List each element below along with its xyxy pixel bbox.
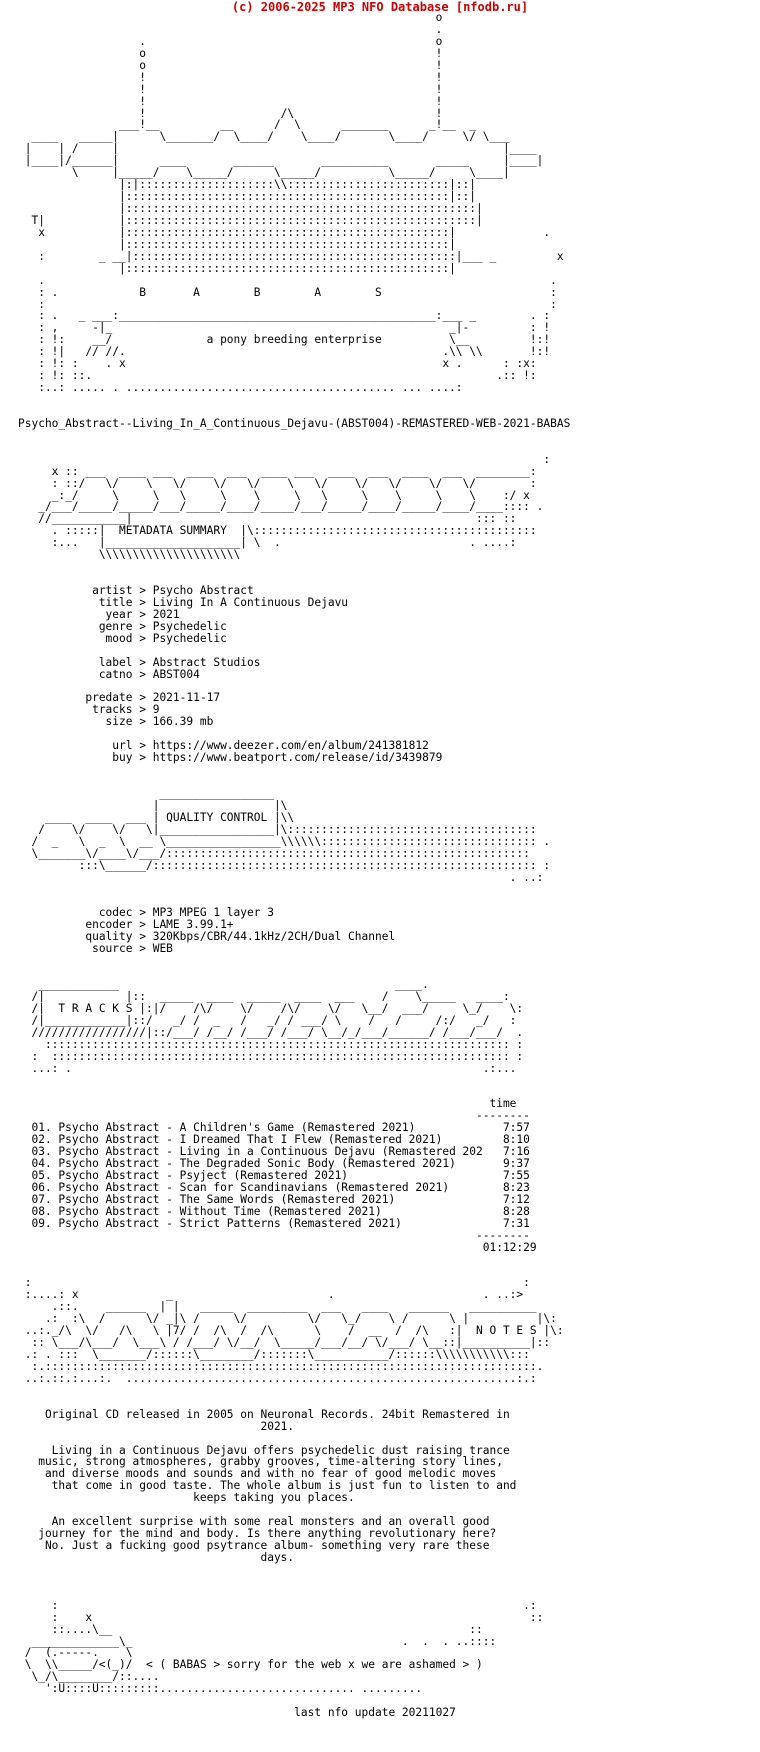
nfo-text-body: o . . o o ! o ! ! ! ! ! ! ! ! /\ ! ___!__ __ / \ _______ _!__ _ ____ _____| \_______/ \____/ \____/ \____/ \/ \___ | | / | |____ |____|/______| ____ ______ __________ _____ |____| \ |_____/ \_____/ \_____/ \_____/ \____| |:|::::::::::::::::::::\\::::::::::::::::::::::::|::| |::::::::::::::::::::::::::::::::::::::::::::::::|::| |::::::::::::::::::::::::::::::::::::::::::::::::::::| T| |::::::::::::::::::::::::::::::::::::::::::::::::::::| x |::::::::::::::::::::::::::::::::::::::::::::::::| . |::::::::::::::::::::::::::::::::::::::::::::::::| : _ __|::::::::::::::::::::::::::::::::::::::::::::::::|___ _ x |::::::::::::::::::::::::::::::::::::::::::::::::| . . : . B A B A S : : : : . _ ___:_______________________________________________:___ _ . : : , -|_ _|- : ! : !: __/ a pony breeding enterprise \__ !:! : !| // //. .\\ \\ !:! : !: : . x x . : :x: : !: ::. .:: !: :..: ..... . ........................................ ... ....: Psycho_Abstract--Living_In_A_Continuous_Dejavu-(ABST004)-REMASTERED-WEB-2021-BABAS : x :: ___ ____ ___ ____ ___ ____ ___ ____ ___ ____ ___ ________: : ::/ \/ \ \/ \/ \/ \ \/ \/ \/ \/ \/ : _:_/ \ \ \ \ \ \ \ \ \ \ \ :/ x _/___/_____/_____/___/_____/____/_____/___/_____/____/_____/____/____:::: . //___________| ::: :: . :::::| METADATA SUMMARY |\:::::::::::::::::::::::::::::::::::::::::: :... |____________________| \ . . ....: \\\\\\\\\\\\\\\\\\\\\ artist > Psycho Abstract title > Living In A Continuous Dejavu year > 2021 genre > Psychedelic mood > Psychedelic label > Abstract Studios catno > ABST004 predate > 2021-11-17 tracks > 9 size > 166.39 mb url > https://www.deezer.com/en/album/241381812 buy > https://www.beatport.com/release/id/3439879 _________________ | |\ ____ ____ ___ | QUALITY CONTROL |\\ / \/ \/ \|_________________|\::::::::::::::::::::::::::::::::::::: / _ \ _ \ __ \_________________\\\\\\:::::::::::::::::::::::::::::::: . \_______\/____\/___/:::::::::::::::::::::::::::::::::::::::::::::::::::::: :::\______/::::::::::::::::::::::::::::::::::::::::::::::::::::::::: : . ..: codec > MP3 MPEG 1 layer 3 encoder > LAME 3.99.1+ quality > 320Kbps/CBR/44.1kHz/2CH/Dual Channel source > WEB ____________ ____. /| |:: _____ ____ _____ ____ ___ / \_____ ____: /| T R A C K S |:|/ /\/ \/ /\/ \/ \__/ ___/ \_/ \: /|____________|::/ _/ / _ / _/ / ___/ \ / / /:/ _/ : /////////////////|::/___/ /__/ /___/ /___/ \__/_/___/______/ /___/___/ . ::::::::::::::::::::::::::::::::::::::::::::::::::::::::::::::::::::: : : :::::::::::::::::::::::::::::::::::::::::::::::::::::::::::::::::::: : ...: . .:... time -------- 01. Psycho Abstract - A Children's Game (Remastered 2021) 7:57 02. Psycho Abstract - I Dreamed That I Flew (Remastered 2021) 8:10 03. Psycho Abstract - Living in a Continuous Dejavu (Remastered 202 7:16 04. Psycho Abstract - The Degraded Sonic Body (Remastered 2021) 9:37 05. Psycho Abstract - Psyject (Remastered 2021) 7:55 06. Psycho Abstract - Scan for Scandinavians (Remastered 2021) 8:23 07. Psycho Abstract - The Same Words (Remastered 2021) 7:12 08. Psycho Abstract - Without Time (Remastered 2021) 8:28 09. Psycho Abstract - Strict Patterns (Remastered 2021) 7:31 -------- 01:12:29 : : :....: x _ . . ..:> .::. ______ | | _____ _________ ___ ____ ______ __________ .: :\ / \/ _|\ / \/ \/ \_/ \ / \ | |\: ..:._/\ \/ /\ \ |7/ / /\ / /\ \ / __ / /\ :| N O T E S |\: :: \___/\___/ \___\ / /___/ \/__/ \_____/___/__/ \/___/ \__::|__________|:: .: . ::: \_______/::::::\________/:::::::\___________/::::::\\\\\\\\\\\::: :.:::::::::::::::::::::::::::::::::::::::::::::::::::::::::::::::::::::::::. ..:.::.:...:. ..........................................................:.: Original CD released in 2005 on Neuronal Records. 24bit Remastered in 2021. Living in a Continuous Dejavu offers psychedelic dust raising trance music, strong atmospheres, grabby grooves, time-altering story lines, and diverse moods and sounds and with no fear of good melodic moves that come in good taste. The whole album is just fun to listen to and keeps taking you places. An excellent surprise with some real monsters and an overall good journey for the mind and body. Is there anything revolutionary here? No. Just a fucking good psytrance album- something very rare these days. : .: : x :: ::....\__ :: _____________\_ . . . ..:::: / (.-----. \ \ \\_____/<(_)/ < ( BABAS > sorry for the web x we are ashamed > ) \_/\________/::.... ':U::::U:::::::::............................. ......... last nfo update 20211027 — [18, 12, 571, 1720]
site-copyright-header: (c) 2006-2025 MP3 NFO Database [nfodb.ru] — [231, 0, 529, 14]
